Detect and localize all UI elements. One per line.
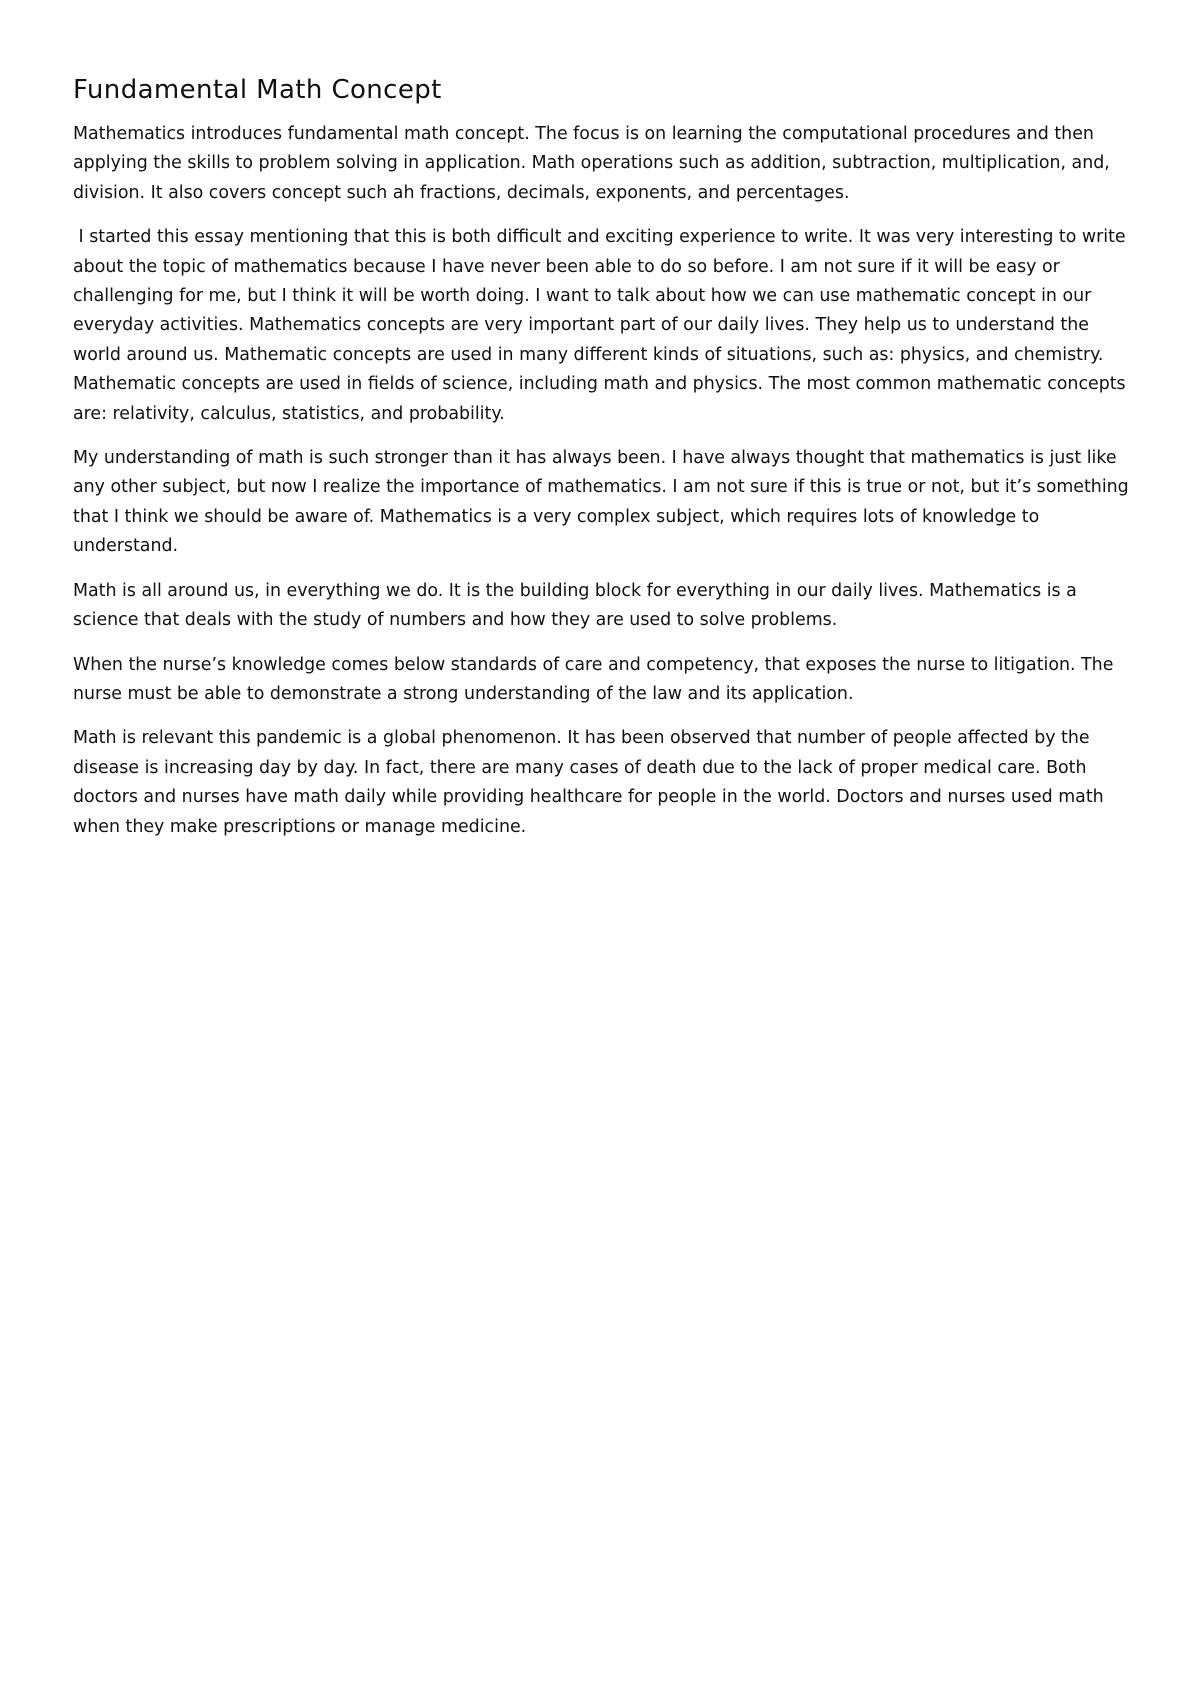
paragraph-nurse-knowledge: When the nurse’s knowledge comes below standards of care and competency, that exposes the nurse to litigation. The nurse must be able to demonstrate a strong understanding of the law and its application.: [73, 654, 1119, 704]
paragraph-math-around-us: Math is all around us, in everything we do. It is the building block for everything in our daily lives. Mathematics is a science that deals with the study of numbers and how they are used to solve problems.: [73, 580, 1083, 631]
paragraph-understanding: My understanding of math is such stronger than it has always been. I have always thought that mathematics is just like any other subject, but now I realize the importance of mathematics. I am not sure if this is true or not, but it’s something that I think we should be aware of. Mathematics is a very complex subject, which requires lots of knowledge to understand.: [73, 448, 1135, 557]
paragraph-pandemic: Math is relevant this pandemic is a global phenomenon. It has been observed that number of people affected by the disease is increasing day by day. In fact, there are many cases of death due to the lack of proper medical care. Both doctors and nurses have math daily while providing healthcare for people in the world. Doctors and nurses used math when they make prescriptions or manage medicine.: [73, 728, 1110, 837]
document-body: [73, 72, 1138, 857]
document-title: Fundamental Math Concept: [73, 75, 442, 105]
paragraph-intro: Mathematics introduces fundamental math concept. The focus is on learning the computational procedures and then applying the skills to problem solving in application. Math operations such as addition, subtraction, multiplication, and, division. It also covers concept such ah fractions, decimals, exponents, and percentages.: [73, 124, 1116, 203]
paragraph-essay-start: I started this essay mentioning that this is both difficult and exciting experience to write. It was very interesting to write about the topic of mathematics because I have never been able to do so before. I am not sure if it will be easy or challenging for me, but I think it will be worth doing. I want to talk about how we can use mathematic concept in our everyday activities. Mathematics concepts are very important part of our daily lives. They help us to understand the world around us. Mathematic concepts are used in many different kinds of situations, such as: physics, and chemistry. Mathematic concepts are used in fields of science, including math and physics. The most common mathematic concepts are: relativity, calculus, statistics, and probability.: [73, 227, 1132, 424]
